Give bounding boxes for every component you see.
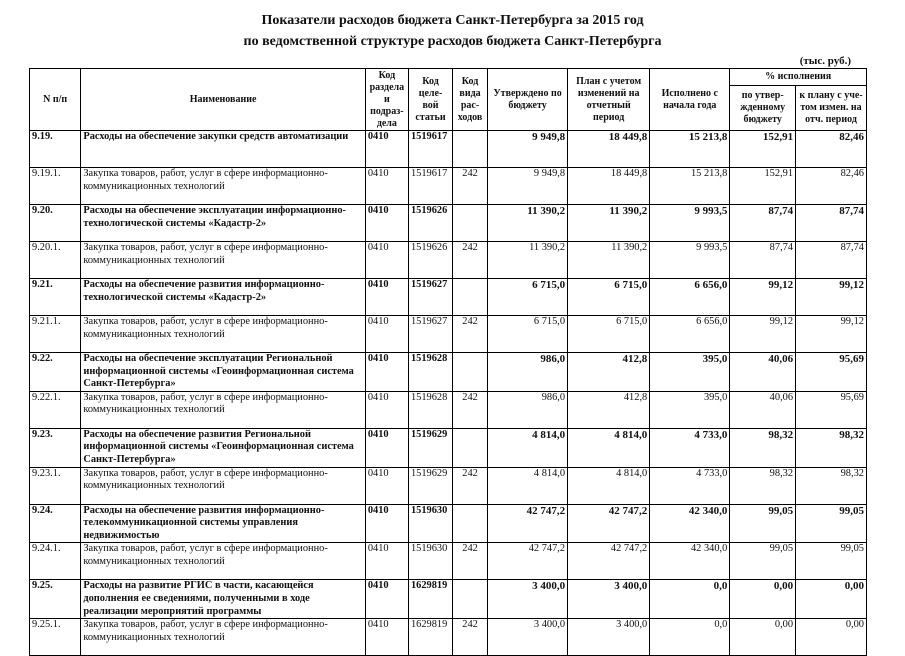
- row-executed: 42 340,0: [650, 504, 730, 543]
- row-name: Закупка товаров, работ, услуг в сфере информационно-коммуникационных технологий: [81, 316, 365, 353]
- row-target-code: 1519627: [408, 316, 452, 353]
- table-row: [30, 168, 867, 205]
- row-expense-type: 242: [453, 391, 488, 428]
- row-expense-type: [453, 205, 488, 242]
- row-plan: 11 390,2: [568, 205, 650, 242]
- row-target-code: 1519626: [408, 242, 452, 279]
- row-section-code: 0410: [365, 504, 408, 543]
- row-approved: 4 814,0: [488, 467, 568, 504]
- row-percent-plan: 0,00: [796, 619, 867, 656]
- row-approved: 4 814,0: [488, 428, 568, 467]
- row-approved: 11 390,2: [488, 205, 568, 242]
- row-name: Закупка товаров, работ, услуг в сфере информационно-коммуникационных технологий: [81, 391, 365, 428]
- row-approved: 6 715,0: [488, 316, 568, 353]
- row-number: 9.24.1.: [30, 543, 81, 580]
- header-executed: Исполнено с начала года: [650, 69, 730, 131]
- row-section-code: 0410: [365, 316, 408, 353]
- row-approved: 9 949,8: [488, 131, 568, 168]
- row-percent-budget: 0,00: [730, 619, 796, 656]
- row-expense-type: [453, 131, 488, 168]
- row-plan: 3 400,0: [568, 580, 650, 619]
- row-number: 9.23.1.: [30, 467, 81, 504]
- row-percent-budget: 98,32: [730, 428, 796, 467]
- row-target-code: 1629819: [408, 580, 452, 619]
- table-row: [30, 205, 867, 242]
- row-approved: 9 949,8: [488, 168, 568, 205]
- row-section-code: 0410: [365, 168, 408, 205]
- row-executed: 0,0: [650, 580, 730, 619]
- row-percent-budget: 40,06: [730, 353, 796, 392]
- row-approved: 3 400,0: [488, 619, 568, 656]
- row-section-code: 0410: [365, 353, 408, 392]
- row-expense-type: [453, 279, 488, 316]
- header-name: Наименование: [81, 69, 365, 131]
- row-number: 9.20.1.: [30, 242, 81, 279]
- row-approved: 986,0: [488, 391, 568, 428]
- row-number: 9.19.1.: [30, 168, 81, 205]
- row-plan: 412,8: [568, 391, 650, 428]
- table-row: [30, 353, 867, 392]
- table-row: [30, 316, 867, 353]
- report-title: [0, 10, 905, 52]
- row-plan: 42 747,2: [568, 504, 650, 543]
- row-name: Закупка товаров, работ, услуг в сфере информационно-коммуникационных технологий: [81, 467, 365, 504]
- row-plan: 3 400,0: [568, 619, 650, 656]
- row-approved: 42 747,2: [488, 504, 568, 543]
- row-expense-type: [453, 580, 488, 619]
- table-row: [30, 279, 867, 316]
- header-percent-budget: по утвер-жденному бюджету: [730, 86, 796, 131]
- row-expense-type: [453, 353, 488, 392]
- row-section-code: 0410: [365, 205, 408, 242]
- row-executed: 9 993,5: [650, 205, 730, 242]
- row-percent-plan: 82,46: [796, 131, 867, 168]
- row-section-code: 0410: [365, 242, 408, 279]
- report-title-line-2: по ведомственной структуре расходов бюджета Санкт-Петербурга: [243, 34, 662, 49]
- row-approved: 3 400,0: [488, 580, 568, 619]
- row-percent-budget: 99,05: [730, 543, 796, 580]
- row-percent-budget: 98,32: [730, 467, 796, 504]
- table-row: [30, 131, 867, 168]
- row-section-code: 0410: [365, 279, 408, 316]
- row-percent-plan: 98,32: [796, 428, 867, 467]
- row-plan: 4 814,0: [568, 467, 650, 504]
- row-target-code: 1519626: [408, 205, 452, 242]
- row-section-code: 0410: [365, 619, 408, 656]
- row-name: Расходы на обеспечение развития Региональной информационной системы «Геоинформационная система Санкт-Петербурга»: [81, 428, 365, 467]
- row-name: Закупка товаров, работ, услуг в сфере информационно-коммуникационных технологий: [81, 168, 365, 205]
- row-executed: 4 733,0: [650, 467, 730, 504]
- row-percent-plan: 82,46: [796, 168, 867, 205]
- row-percent-budget: 152,91: [730, 168, 796, 205]
- header-target-code: Код целе-вой статьи: [408, 69, 452, 131]
- header-expense-type-code: Код вида рас-ходов: [453, 69, 488, 131]
- row-target-code: 1629819: [408, 619, 452, 656]
- row-expense-type: 242: [453, 242, 488, 279]
- row-executed: 395,0: [650, 353, 730, 392]
- row-percent-budget: 99,12: [730, 279, 796, 316]
- units-label: (тыс. руб.): [799, 55, 851, 67]
- row-executed: 4 733,0: [650, 428, 730, 467]
- row-number: 9.20.: [30, 205, 81, 242]
- row-number: 9.24.: [30, 504, 81, 543]
- row-name: Закупка товаров, работ, услуг в сфере информационно-коммуникационных технологий: [81, 543, 365, 580]
- row-percent-budget: 87,74: [730, 205, 796, 242]
- row-percent-plan: 95,69: [796, 391, 867, 428]
- row-number: 9.22.1.: [30, 391, 81, 428]
- row-executed: 15 213,8: [650, 168, 730, 205]
- row-executed: 15 213,8: [650, 131, 730, 168]
- header-percent-group: % исполнения: [730, 69, 867, 86]
- report-title-line-1: Показатели расходов бюджета Санкт-Петербурга за 2015 год: [261, 13, 644, 28]
- row-plan: 18 449,8: [568, 168, 650, 205]
- row-name: Расходы на обеспечение закупки средств автоматизации: [81, 131, 365, 168]
- row-percent-budget: 99,05: [730, 504, 796, 543]
- row-percent-plan: 87,74: [796, 242, 867, 279]
- row-expense-type: 242: [453, 619, 488, 656]
- row-plan: 6 715,0: [568, 279, 650, 316]
- row-target-code: 1519627: [408, 279, 452, 316]
- row-executed: 0,0: [650, 619, 730, 656]
- row-expense-type: 242: [453, 168, 488, 205]
- row-name: Расходы на обеспечение развития информационно-технологической системы «Кадастр-2»: [81, 279, 365, 316]
- row-target-code: 1519617: [408, 131, 452, 168]
- table-row: [30, 391, 867, 428]
- row-plan: 6 715,0: [568, 316, 650, 353]
- row-executed: 6 656,0: [650, 279, 730, 316]
- row-percent-plan: 95,69: [796, 353, 867, 392]
- table-row: [30, 428, 867, 467]
- row-target-code: 1519630: [408, 504, 452, 543]
- row-plan: 18 449,8: [568, 131, 650, 168]
- row-percent-plan: 87,74: [796, 205, 867, 242]
- row-plan: 4 814,0: [568, 428, 650, 467]
- row-name: Расходы на обеспечение эксплуатации информационно-технологической системы «Кадастр-2»: [81, 205, 365, 242]
- row-expense-type: [453, 428, 488, 467]
- row-plan: 11 390,2: [568, 242, 650, 279]
- row-name: Расходы на развитие РГИС в части, касающейся дополнения ее сведениями, полученными в ходе реализации мероприятий программы: [81, 580, 365, 619]
- row-expense-type: 242: [453, 467, 488, 504]
- row-executed: 9 993,5: [650, 242, 730, 279]
- header-section-code: Код раздела и подраз-дела: [365, 69, 408, 131]
- row-expense-type: 242: [453, 543, 488, 580]
- row-percent-plan: 0,00: [796, 580, 867, 619]
- row-number: 9.21.: [30, 279, 81, 316]
- row-name: Расходы на обеспечение развития информационно-телекоммуникационной системы управления недвижимостью: [81, 504, 365, 543]
- row-percent-plan: 99,12: [796, 279, 867, 316]
- row-plan: 412,8: [568, 353, 650, 392]
- table-row: [30, 580, 867, 619]
- row-section-code: 0410: [365, 580, 408, 619]
- row-expense-type: [453, 504, 488, 543]
- row-name: Расходы на обеспечение эксплуатации Региональной информационной системы «Геоинформационная система Санкт-Петербурга»: [81, 353, 365, 392]
- row-target-code: 1519617: [408, 168, 452, 205]
- row-executed: 6 656,0: [650, 316, 730, 353]
- row-approved: 42 747,2: [488, 543, 568, 580]
- row-number: 9.19.: [30, 131, 81, 168]
- row-number: 9.22.: [30, 353, 81, 392]
- row-number: 9.25.: [30, 580, 81, 619]
- row-name: Закупка товаров, работ, услуг в сфере информационно-коммуникационных технологий: [81, 242, 365, 279]
- row-target-code: 1519630: [408, 543, 452, 580]
- row-target-code: 1519629: [408, 467, 452, 504]
- row-approved: 986,0: [488, 353, 568, 392]
- row-section-code: 0410: [365, 391, 408, 428]
- row-percent-budget: 0,00: [730, 580, 796, 619]
- table-row: [30, 543, 867, 580]
- budget-table: [29, 68, 867, 656]
- row-percent-budget: 152,91: [730, 131, 796, 168]
- row-executed: 42 340,0: [650, 543, 730, 580]
- row-name: Закупка товаров, работ, услуг в сфере информационно-коммуникационных технологий: [81, 619, 365, 656]
- row-approved: 6 715,0: [488, 279, 568, 316]
- table-body: [30, 131, 867, 656]
- row-number: 9.21.1.: [30, 316, 81, 353]
- row-number: 9.23.: [30, 428, 81, 467]
- table-header: [30, 69, 867, 131]
- row-section-code: 0410: [365, 543, 408, 580]
- row-percent-plan: 98,32: [796, 467, 867, 504]
- row-percent-budget: 99,12: [730, 316, 796, 353]
- row-section-code: 0410: [365, 428, 408, 467]
- header-num: N п/п: [30, 69, 81, 131]
- table-row: [30, 242, 867, 279]
- row-plan: 42 747,2: [568, 543, 650, 580]
- row-percent-plan: 99,12: [796, 316, 867, 353]
- row-target-code: 1519629: [408, 428, 452, 467]
- row-section-code: 0410: [365, 467, 408, 504]
- row-approved: 11 390,2: [488, 242, 568, 279]
- row-percent-plan: 99,05: [796, 504, 867, 543]
- row-executed: 395,0: [650, 391, 730, 428]
- table-row: [30, 467, 867, 504]
- row-number: 9.25.1.: [30, 619, 81, 656]
- table-row: [30, 619, 867, 656]
- row-target-code: 1519628: [408, 391, 452, 428]
- header-approved: Утверждено по бюджету: [488, 69, 568, 131]
- header-percent-plan: к плану с уче-том измен. на отч. период: [796, 86, 867, 131]
- row-percent-plan: 99,05: [796, 543, 867, 580]
- row-section-code: 0410: [365, 131, 408, 168]
- row-target-code: 1519628: [408, 353, 452, 392]
- row-percent-budget: 87,74: [730, 242, 796, 279]
- header-plan: План с учетом изменений на отчетный период: [568, 69, 650, 131]
- row-expense-type: 242: [453, 316, 488, 353]
- row-percent-budget: 40,06: [730, 391, 796, 428]
- table-row: [30, 504, 867, 543]
